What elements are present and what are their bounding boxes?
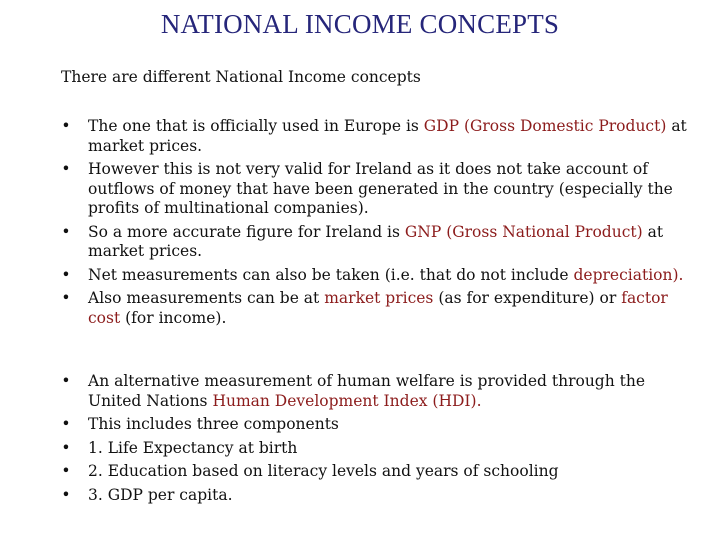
bullet-text: So a more accurate figure for Ireland is	[88, 222, 405, 241]
bullet-text: However this is not very valid for Ireland as it does not take account of outflows of money that have been generated in the country (especially the profits of multinational companies).	[88, 160, 673, 217]
bullet-item	[60, 415, 700, 435]
intro-text: There are different National Income concepts	[61, 68, 421, 86]
bullet-dot: •	[61, 462, 71, 480]
bullet-item	[60, 289, 700, 328]
bullet-item	[60, 372, 700, 411]
highlighted-term: market prices	[324, 289, 434, 307]
bullet-item	[60, 223, 700, 262]
bullet-text: (for income).	[120, 308, 227, 327]
bullet-dot: •	[61, 415, 71, 433]
bullet-item	[60, 462, 700, 482]
bullet-dot: •	[61, 265, 71, 284]
bullet-dot: •	[61, 372, 71, 390]
bullet-text: at market prices.	[88, 222, 664, 260]
bullet-dot: •	[61, 289, 71, 307]
highlighted-term: GNP (Gross National Product)	[404, 222, 643, 241]
bullet-dot: •	[61, 438, 71, 457]
bullet-text: at market prices.	[88, 117, 687, 155]
bullet-text: The one that is officially used in Europe is	[88, 117, 424, 135]
bullet-item	[60, 117, 700, 156]
bullet-text: Net measurements can also be taken (i.e. that do not include	[88, 265, 574, 284]
bullet-item	[60, 160, 700, 219]
bullet-item	[60, 266, 700, 286]
bullet-dot: •	[61, 222, 71, 241]
bullet-list-national-income	[60, 117, 700, 332]
bullet-list-hdi	[60, 372, 700, 509]
bullet-dot: •	[61, 485, 71, 504]
bullet-dot: •	[61, 160, 71, 178]
slide-title: NATIONAL INCOME CONCEPTS	[160, 9, 560, 39]
bullet-item	[60, 439, 700, 459]
bullet-text: 1. Life Expectancy at birth	[88, 438, 298, 457]
bullet-text: Also measurements can be at	[88, 289, 325, 307]
bullet-text: This includes three components	[88, 415, 339, 433]
highlighted-term: GDP (Gross Domestic Product)	[423, 117, 667, 135]
bullet-text: (as for expenditure) or	[433, 289, 622, 307]
highlighted-term: Human Development Index (HDI).	[212, 391, 482, 410]
bullet-item	[60, 486, 700, 506]
bullet-dot: •	[61, 117, 71, 135]
highlighted-term: depreciation).	[573, 265, 684, 284]
bullet-text: 3. GDP per capita.	[88, 485, 233, 504]
bullet-text: 2. Education based on literacy levels and years of schooling	[88, 462, 559, 480]
bullet-text: An alternative measurement of human welfare is provided through the United Nations	[88, 372, 646, 410]
highlighted-term: factor cost	[88, 289, 668, 327]
